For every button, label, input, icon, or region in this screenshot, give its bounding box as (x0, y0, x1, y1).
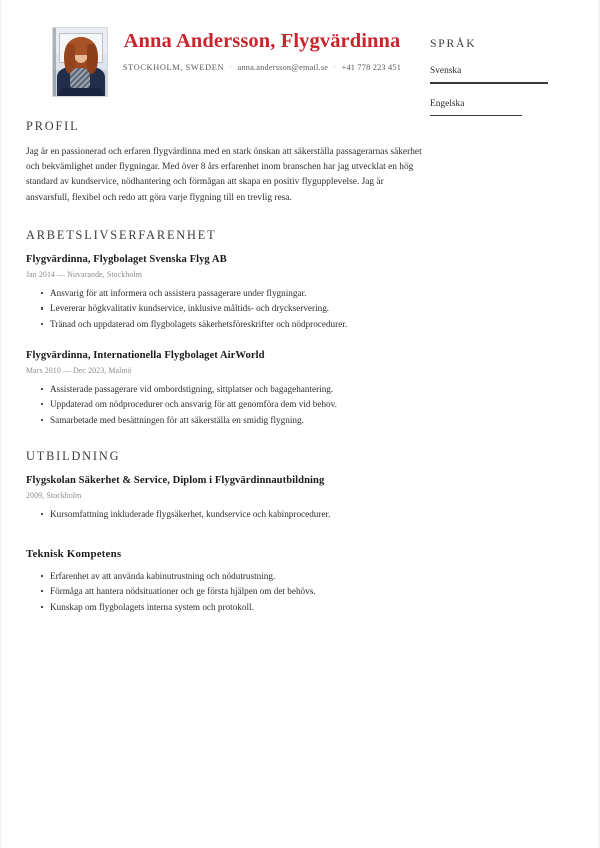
language-item (430, 66, 548, 84)
experience-meta: Mars 2010 — Dec 2023, Malmö (26, 365, 132, 375)
education-entry (26, 475, 422, 522)
resume-header (26, 22, 422, 97)
list-item: Ansvarig för att informera och assistera passagerare under flygningar. (41, 286, 422, 301)
list-item: Tränad och uppdaterad om flygbolagets säkerhetsföreskrifter och nödprocedurer. (41, 317, 422, 332)
list-item: Kursomfattning inkluderade flygsäkerhet, kundservice och kabinprocedurer. (41, 507, 422, 522)
language-level-track (430, 82, 548, 84)
language-item (430, 99, 548, 117)
experience-entry (26, 254, 422, 332)
education-title: Flygskolan Säkerhet & Service, Diplom i Flygvärdinnautbildning (26, 475, 325, 487)
list-item: Assisterade passagerare vid ombordstigning, sittplatser och bagagehantering. (41, 382, 422, 397)
list-item: Samarbetade med besättningen för att säkerställa en smidig flygning. (41, 413, 422, 428)
avatar (52, 27, 108, 97)
contact-separator-2: · (333, 62, 337, 72)
photo-arms (59, 88, 103, 96)
list-item: Levererar högkvalitativ kundservice, inklusive måltids- och dryckservering. (41, 301, 422, 316)
education-bullets (26, 507, 422, 522)
list-item: Förmåga att hantera nödsituationer och ge första hjälpen om det behövs. (41, 584, 422, 599)
section-heading-skills: Teknisk Kompetens (26, 547, 122, 560)
photo-scarf (70, 68, 90, 90)
page-title: Anna Andersson, Flygvärdinna (123, 30, 401, 52)
contact-location: STOCKHOLM, SWEDEN (122, 62, 225, 72)
language-level-fill (430, 115, 522, 117)
contact-email[interactable]: anna.andersson@email.se (237, 62, 329, 72)
language-label: Engelska (430, 98, 465, 109)
sidebar-heading-languages: SPRÅK (430, 37, 477, 50)
section-heading-education: UTBILDNING (26, 449, 121, 464)
section-heading-profile: PROFIL (26, 119, 80, 133)
contact-line (108, 63, 416, 72)
experience-bullets (26, 382, 422, 428)
section-heading-experience: ARBETSLIVSERFARENHET (26, 227, 217, 242)
language-level-fill (430, 82, 548, 84)
list-item: Uppdaterad om nödprocedurer och ansvarig för att genomföra dem vid behov. (41, 397, 422, 412)
experience-meta: Jan 2014 — Nuvarande, Stockholm (26, 269, 142, 279)
list-item: Kunskap om flygbolagets interna system och protokoll. (41, 600, 422, 615)
experience-bullets (26, 286, 422, 332)
skills-bullets (26, 569, 422, 615)
section-experience (26, 228, 422, 427)
subsection-skills (26, 548, 422, 615)
section-education (26, 449, 422, 614)
section-profile (26, 119, 422, 206)
sidebar (422, 22, 548, 131)
experience-entry (26, 350, 422, 428)
experience-title: Flygvärdinna, Flygbolaget Svenska Flyg AB (26, 253, 227, 265)
contact-phone[interactable]: +41 778 223 451 (341, 62, 402, 72)
experience-title: Flygvärdinna, Internationella Flygbolaget AirWorld (26, 349, 265, 361)
contact-separator-1: · (229, 62, 233, 72)
language-label: Svenska (430, 66, 462, 76)
list-item: Erfarenhet av att använda kabinutrustning och nödutrustning. (41, 569, 422, 584)
main-column (26, 22, 422, 615)
profile-text: Jag är en passionerad och erfaren flygvärdinna med en stark önskan att säkerställa passagerarnas säkerhet och bekvämlighet under flygningar. Med över 8 års erfarenhet inom branschen har jag utvecklat en hög standard av kundservice, nödhantering och förmågan att skapa en positiv flygupplevelse. Jag är ansvarsfull, flexibel och redo att göra varje flygning till en trevlig resa. (26, 147, 422, 203)
header-text-block (108, 22, 422, 72)
language-level-track (430, 115, 548, 117)
education-meta: 2009, Stockholm (26, 491, 82, 501)
